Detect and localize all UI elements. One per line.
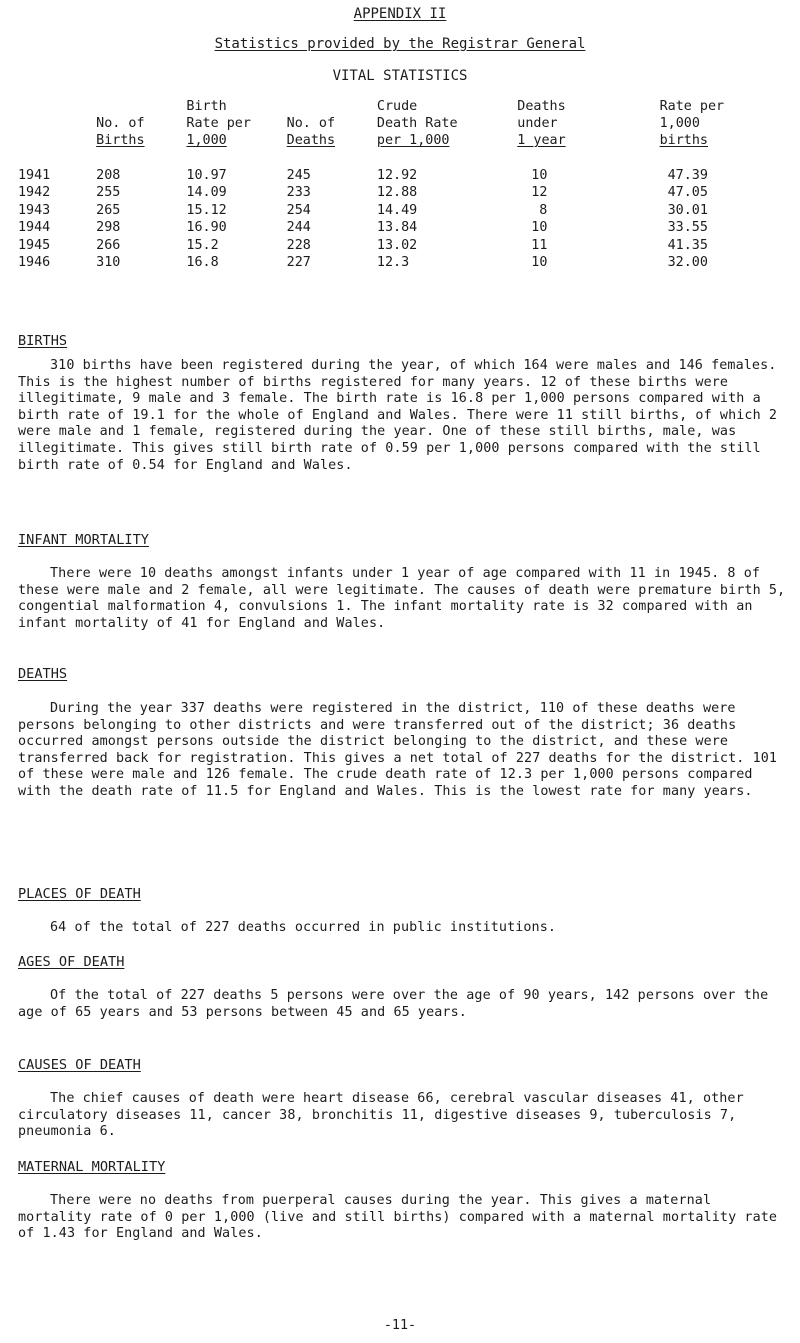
deaths-heading: DEATHS	[18, 666, 68, 682]
cell-deaths: 227	[286, 255, 311, 270]
cell-infant-rate: 30.01	[667, 202, 708, 218]
infant-mortality-heading: INFANT MORTALITY	[18, 532, 149, 548]
cell-birth-rate: 14.09	[186, 185, 227, 200]
cell-deaths: 245	[286, 167, 311, 183]
page-number: -11-	[383, 1318, 417, 1333]
col-header-infant-rate: Rate per 1,000 births	[659, 99, 725, 148]
cell-infant-rate: 33.55	[667, 220, 708, 235]
cell-births: 298	[96, 220, 121, 235]
table-row	[18, 202, 778, 220]
cell-births: 255	[96, 185, 121, 200]
cell-deaths: 233	[286, 185, 311, 200]
cell-death-rate: 12.88	[376, 185, 418, 200]
col-header-birth-rate: Birth Rate per 1,000	[186, 99, 251, 148]
col-header-death-rate: Crude Death Rate per 1,000	[376, 99, 458, 148]
maternal-mortality-heading: MATERNAL MORTALITY	[18, 1159, 166, 1175]
table-row	[18, 219, 778, 237]
table-row	[18, 237, 778, 255]
cell-birth-rate: 10.97	[186, 167, 227, 183]
cell-infant-deaths: 12	[531, 185, 548, 200]
cell-births: 310	[96, 255, 121, 270]
cell-year: 1946	[18, 255, 51, 270]
cell-infant-deaths: 10	[531, 255, 548, 270]
vital-statistics-table	[18, 98, 778, 272]
ages-of-death-heading: AGES OF DEATH	[18, 954, 125, 970]
appendix-title: APPENDIX II	[353, 6, 447, 22]
cell-infant-rate: 47.39	[667, 167, 708, 183]
cell-deaths: 244	[286, 220, 311, 235]
places-of-death-heading: PLACES OF DEATH	[18, 886, 141, 902]
infant-mortality-paragraph: There were 10 deaths amongst infants under 1 year of age compared with 11 in 1945. 8 of these were male and 2 female, all were legitimate. The causes of death were premature birth 5, congential malformation 4, convulsions 1. The infant mortality rate is 32 compared with an infant mortality of 41 for England and Wales.	[18, 566, 786, 631]
cell-infant-rate: 32.00	[667, 255, 708, 270]
cell-birth-rate: 15.2	[186, 237, 219, 253]
cell-infant-deaths: 10	[531, 220, 548, 235]
col-header-infant-deaths: Deaths under 1 year	[517, 99, 566, 148]
deaths-paragraph: During the year 337 deaths were registered in the district, 110 of these deaths were persons belonging to other districts and were transferred out of the district; 36 deaths occurred amongst persons outside the district belonging to the district, and these were transferred back for registration. This gives a net total of 227 deaths for the district. 101 of these were male and 126 female. The crude death rate of 12.3 per 1,000 persons compared with the death rate of 11.5 for England and Wales. This is the lowest rate for many years.	[18, 701, 778, 799]
cell-infant-deaths: 11	[531, 237, 548, 253]
cell-year: 1941	[18, 167, 51, 183]
cell-year: 1944	[18, 220, 51, 235]
col-header-deaths: No. of Deaths	[286, 116, 336, 148]
causes-of-death-paragraph: The chief causes of death were heart disease 66, cerebral vascular diseases 41, other circulatory diseases 11, cancer 38, bronchitis 11, digestive diseases 9, tuberculosis 7, pneumonia 6.	[18, 1091, 744, 1140]
cell-deaths: 254	[286, 202, 311, 218]
col-header-year	[18, 98, 88, 149]
ages-of-death-paragraph: Of the total of 227 deaths 5 persons were over the age of 90 years, 142 persons over the age of 65 years and 53 persons between 45 and 65 years.	[18, 988, 769, 1020]
cell-death-rate: 12.3	[376, 255, 410, 270]
table-row	[18, 254, 778, 272]
births-heading: BIRTHS	[18, 333, 68, 349]
causes-of-death-heading: CAUSES OF DEATH	[18, 1057, 141, 1073]
cell-deaths: 228	[286, 237, 311, 253]
cell-death-rate: 13.84	[376, 220, 418, 235]
cell-birth-rate: 16.90	[186, 220, 227, 235]
cell-births: 208	[96, 167, 121, 183]
cell-infant-deaths: 8	[539, 202, 548, 218]
cell-births: 266	[96, 237, 121, 253]
table-header-row	[18, 98, 778, 149]
col-header-births: No. of Births	[96, 116, 145, 148]
places-of-death-paragraph: 64 of the total of 227 deaths occurred in public institutions.	[50, 920, 557, 935]
cell-year: 1945	[18, 237, 51, 253]
cell-birth-rate: 16.8	[186, 255, 219, 270]
cell-death-rate: 12.92	[376, 167, 418, 183]
cell-year: 1942	[18, 185, 51, 200]
cell-births: 265	[96, 202, 121, 218]
table-row	[18, 167, 778, 185]
document-subtitle: Statistics provided by the Registrar General	[214, 36, 586, 52]
cell-death-rate: 13.02	[376, 237, 418, 253]
cell-infant-rate: 41.35	[667, 237, 708, 253]
vital-statistics-title: VITAL STATISTICS	[332, 68, 468, 84]
table-row	[18, 184, 778, 202]
cell-year: 1943	[18, 202, 51, 218]
births-paragraph: 310 births have been registered during the year, of which 164 were males and 146 females. This is the highest number of births registered for many years. 12 of these births were illegitimate, 9 male and 3 female. The birth rate is 16.8 per 1,000 persons compared with a birth rate of 19.1 for the whole of England and Wales. There were 11 still births, of which 2 were male and 1 female, registered during the year. One of these still births, male, was illegitimate. This gives still birth rate of 0.59 per 1,000 persons compared with the still birth rate of 0.54 for England and Wales.	[18, 358, 778, 473]
cell-birth-rate: 15.12	[186, 202, 227, 218]
cell-infant-deaths: 10	[531, 167, 548, 183]
maternal-mortality-paragraph: There were no deaths from puerperal causes during the year. This gives a maternal mortality rate of 0 per 1,000 (live and still births) compared with a maternal mortality rate of 1.43 for England and Wales.	[18, 1193, 778, 1242]
cell-infant-rate: 47.05	[667, 185, 708, 200]
cell-death-rate: 14.49	[376, 202, 418, 218]
